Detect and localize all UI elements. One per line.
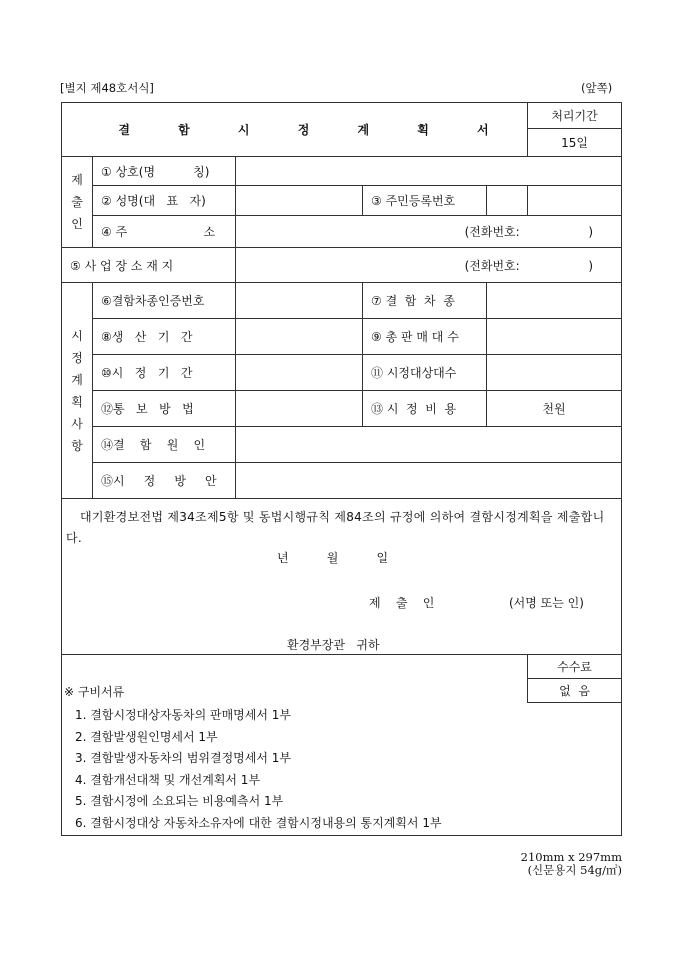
defect-model-field[interactable] bbox=[487, 283, 622, 319]
correction-method-label: ⑮시 정 방 안 bbox=[93, 463, 236, 499]
representative-label: ② 성명(대 표 자) bbox=[93, 186, 236, 216]
fee-value: 없 음 bbox=[528, 679, 622, 703]
paper-type: (신문용지 54g/㎡) bbox=[527, 863, 622, 877]
form-number: [별지 제48호서식] bbox=[60, 81, 154, 95]
document-item: 1. 결함시정대상자동차의 판매명세서 1부 bbox=[75, 708, 292, 722]
correction-period-label: ⑩시 정 기 간 bbox=[93, 355, 236, 391]
applicant-section-label: 제 출 인 bbox=[62, 157, 93, 248]
paper-size: 210mm x 297mm bbox=[520, 850, 622, 864]
document-item: 4. 결함개선대책 및 개선계획서 1부 bbox=[75, 772, 261, 787]
address-label: ④ 주 소 bbox=[93, 216, 236, 248]
resident-id-field[interactable] bbox=[487, 186, 528, 216]
total-sales-label: ⑨ 총 판 매 대 수 bbox=[363, 319, 487, 355]
fee-label: 수수료 bbox=[528, 655, 622, 679]
resident-id-field-ext[interactable] bbox=[528, 186, 622, 216]
processing-period-value: 15일 bbox=[528, 129, 622, 157]
signature-label[interactable]: (서명 또는 인) bbox=[509, 596, 584, 610]
target-count-field[interactable] bbox=[487, 355, 622, 391]
cert-number-label: ⑥결함차종인증번호 bbox=[93, 283, 236, 319]
defect-model-label: ⑦ 결 함 차 종 bbox=[363, 283, 487, 319]
document-item: 2. 결함발생원인명세서 1부 bbox=[75, 729, 218, 744]
declaration-box bbox=[62, 499, 622, 655]
business-name-label: ① 상호(명 칭) bbox=[93, 157, 236, 186]
production-period-label: ⑧생 산 기 간 bbox=[93, 319, 236, 355]
total-sales-field[interactable] bbox=[487, 319, 622, 355]
page-side-label: (앞쪽) bbox=[581, 81, 613, 95]
documents-heading: ※ 구비서류 bbox=[62, 655, 528, 703]
document-item: 6. 결함시정대상 자동차소유자에 대한 결함시정내용의 통지계획서 1부 bbox=[75, 815, 442, 830]
defect-cause-field[interactable] bbox=[236, 427, 622, 463]
correction-period-field[interactable] bbox=[236, 355, 363, 391]
form-title: 결 함 시 정 계 획 서 bbox=[62, 103, 528, 157]
correction-cost-field[interactable]: 천원 bbox=[487, 391, 622, 427]
document-item: 3. 결함발생자동차의 범위결정명세서 1부 bbox=[75, 751, 292, 766]
business-location-phone[interactable]: (전화번호: ) bbox=[236, 248, 622, 283]
resident-id-label: ③ 주민등록번호 bbox=[363, 186, 487, 216]
processing-period-label: 처리기간 bbox=[528, 103, 622, 129]
declaration-text: 대기환경보전법 제34조제5항 및 동법시행규칙 제84조의 규정에 의하여 결함시정계획을 제출합니다. bbox=[66, 510, 605, 545]
addressee: 환경부장관 귀하 bbox=[287, 638, 380, 652]
document-item: 5. 결함시정에 소요되는 비용예측서 1부 bbox=[75, 794, 284, 809]
declaration-date[interactable]: 년 월 일 bbox=[277, 551, 389, 565]
paper-spec bbox=[521, 851, 622, 877]
defect-cause-label: ⑭결 함 원 인 bbox=[93, 427, 236, 463]
business-location-label: ⑤ 사 업 장 소 재 지 bbox=[62, 248, 236, 283]
target-count-label: ⑪ 시정대상대수 bbox=[363, 355, 487, 391]
documents-list bbox=[62, 703, 622, 836]
business-name-field[interactable] bbox=[236, 157, 622, 186]
submitter-label: 제 출 인 bbox=[369, 596, 435, 610]
representative-field[interactable] bbox=[236, 186, 363, 216]
plan-section-label: 시 정 계 획 사 항 bbox=[62, 283, 93, 499]
application-form bbox=[61, 102, 622, 836]
notice-method-field[interactable] bbox=[236, 391, 363, 427]
address-phone[interactable]: (전화번호: ) bbox=[236, 216, 622, 248]
notice-method-label: ⑫통 보 방 법 bbox=[93, 391, 236, 427]
cert-number-field[interactable] bbox=[236, 283, 363, 319]
correction-cost-label: ⑬ 시 정 비 용 bbox=[363, 391, 487, 427]
production-period-field[interactable] bbox=[236, 319, 363, 355]
correction-method-field[interactable] bbox=[236, 463, 622, 499]
